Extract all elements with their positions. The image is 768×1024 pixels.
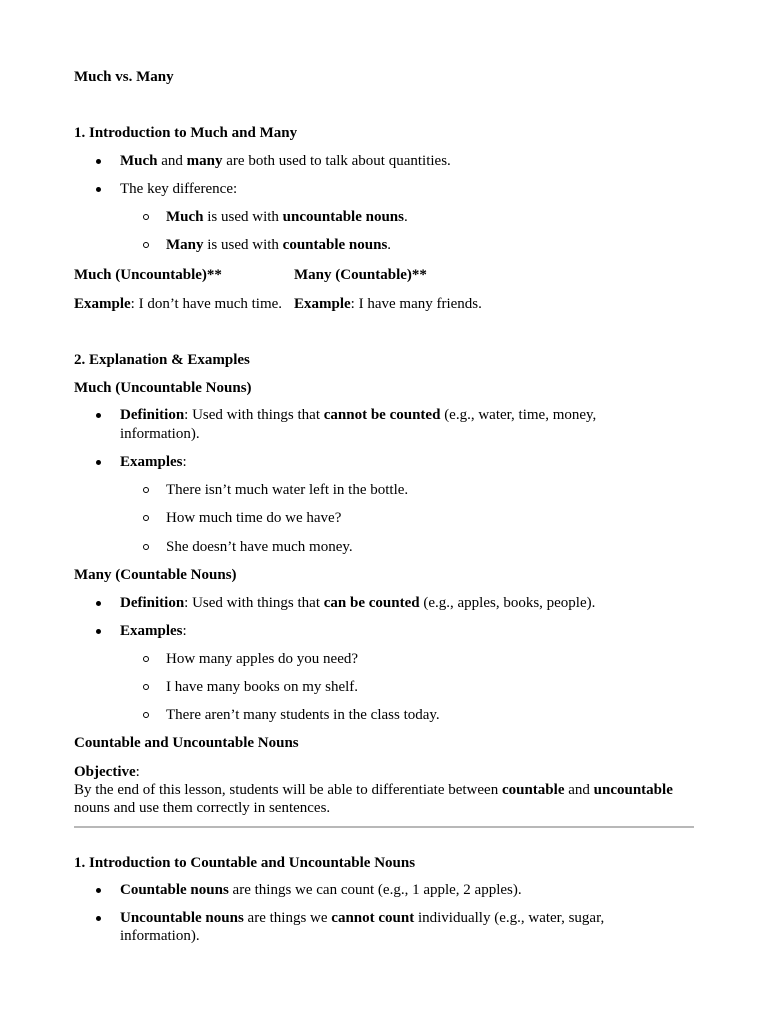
sub-bullet-marker [143, 208, 151, 226]
sub-item-many: Many is used with countable nouns. [166, 237, 392, 253]
section-heading-countable: Countable and Uncountable Nouns [74, 735, 299, 751]
table-cell-many-example: Example: I have many friends. [294, 296, 482, 312]
sub-item-example: She doesn’t have much money. [166, 539, 353, 555]
list-item-countable-nouns: Countable nouns are things we can count (e.g., 1 apple, 2 apples). [120, 882, 522, 898]
sub-item-example: How many apples do you need? [166, 651, 359, 667]
sub-item-example: There aren’t many students in the class today. [166, 707, 440, 723]
subheading-many: Many (Countable Nouns) [74, 567, 237, 583]
list-item-uncountable-nouns-cont: information). [120, 928, 200, 944]
list-item-much-definition: Definition: Used with things that cannot be counted (e.g., water, time, money, [120, 407, 597, 423]
list-item-many-definition: Definition: Used with things that can be counted (e.g., apples, books, people). [120, 595, 596, 611]
bullet-marker [96, 622, 104, 640]
objective-label: Objective: [74, 764, 140, 780]
sub-bullet-marker [143, 509, 151, 527]
document-title: Much vs. Many [74, 69, 174, 85]
bullet-marker [96, 406, 104, 424]
sub-bullet-marker [143, 538, 151, 556]
list-item-much-examples: Examples: [120, 454, 187, 470]
sub-bullet-marker [143, 678, 151, 696]
sub-item-example: How much time do we have? [166, 510, 342, 526]
bullet-marker [96, 909, 104, 927]
sub-bullet-marker [143, 236, 151, 254]
table-header-many: Many (Countable)** [294, 267, 427, 283]
bullet-marker [96, 594, 104, 612]
sub-item-example: I have many books on my shelf. [166, 679, 359, 695]
list-item-key-difference: The key difference: [120, 181, 238, 197]
bullet-marker [96, 152, 104, 170]
horizontal-divider [74, 826, 694, 828]
table-header-much: Much (Uncountable)** [74, 267, 222, 283]
bullet-marker [96, 180, 104, 198]
subheading-much: Much (Uncountable Nouns) [74, 380, 252, 396]
bullet-marker [96, 881, 104, 899]
list-item-quantities: Much and many are both used to talk about quantities. [120, 153, 451, 169]
sub-bullet-marker [143, 650, 151, 668]
list-item-uncountable-nouns: Uncountable nouns are things we cannot count individually (e.g., water, sugar, [120, 910, 605, 926]
section-heading-intro-countable: 1. Introduction to Countable and Uncountable Nouns [74, 855, 416, 871]
sub-item-example: There isn’t much water left in the bottle. [166, 482, 409, 498]
sub-bullet-marker [143, 481, 151, 499]
list-item-much-definition-cont: information). [120, 426, 200, 442]
objective-text: By the end of this lesson, students will be able to differentiate between countable and uncountable [74, 782, 673, 798]
section-heading-explanation: 2. Explanation & Examples [74, 352, 250, 368]
list-item-many-examples: Examples: [120, 623, 187, 639]
sub-item-much: Much is used with uncountable nouns. [166, 209, 408, 225]
section-heading-intro: 1. Introduction to Much and Many [74, 125, 298, 141]
bullet-marker [96, 453, 104, 471]
objective-text-cont: nouns and use them correctly in sentences. [74, 800, 331, 816]
sub-bullet-marker [143, 706, 151, 724]
table-cell-much-example: Example: I don’t have much time. [74, 296, 283, 312]
